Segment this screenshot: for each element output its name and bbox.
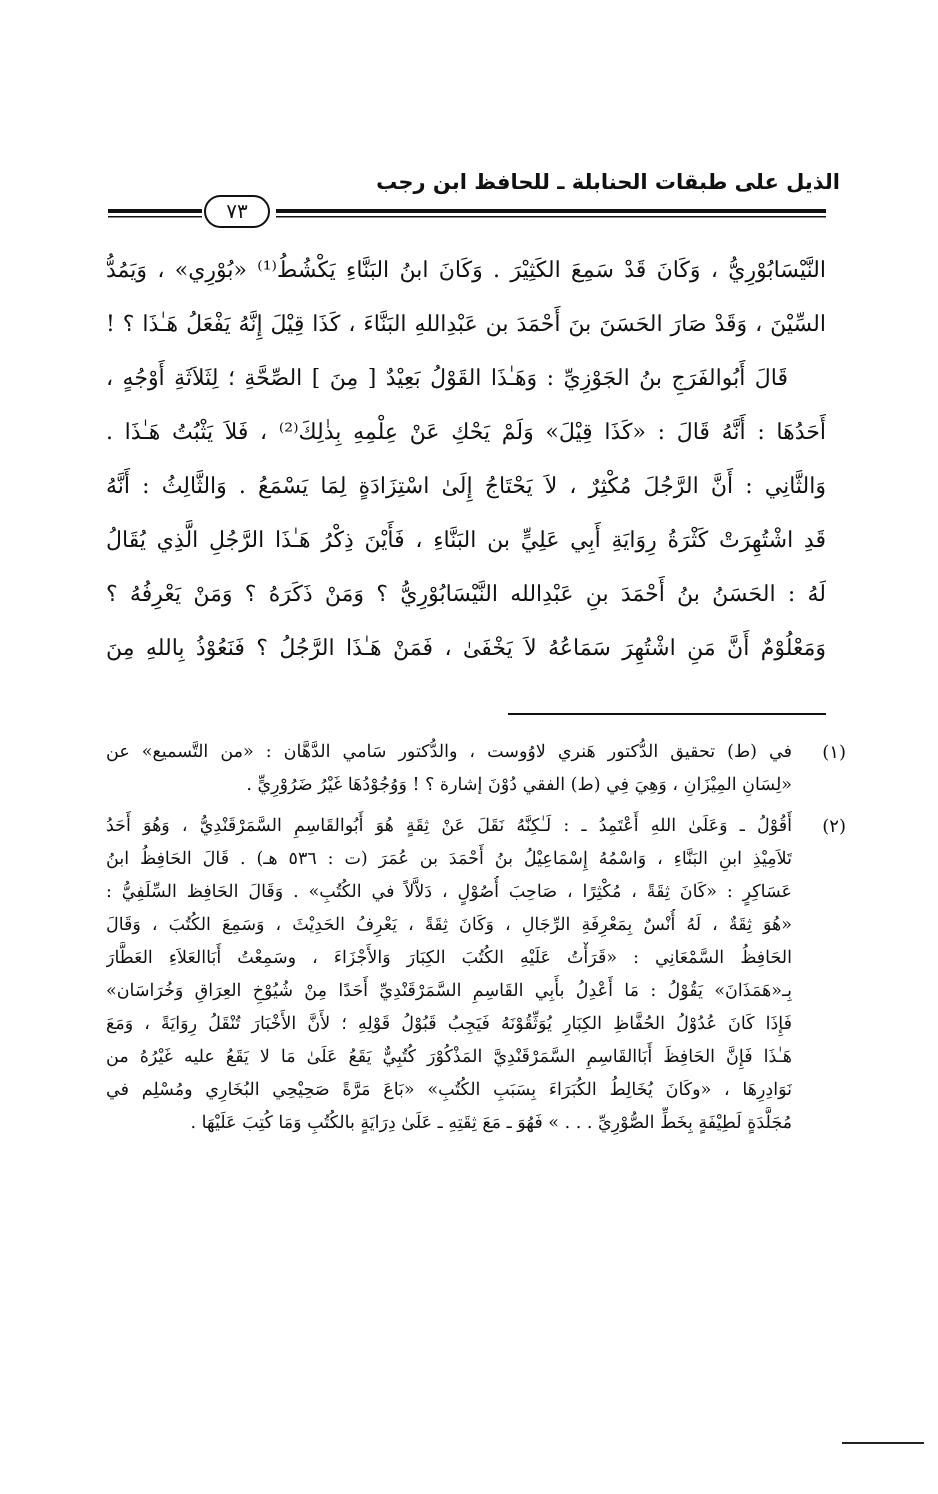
body-line: السِّيْنَ ، وَقَدْ صَارَ الحَسَنَ بنَ أَحْمَدَ بن عَبْدِاللهِ البَنَّاءَ ، كَذَا قِيْلَ إِنَّهُ يَفْعَلُ هَـٰذَا ؟ ! xyxy=(106,312,826,337)
footnote-line: عَسَاكِرٍ : «كَانَ ثِقَةً ، مُكْثِرًا ، صَاحِبَ أُصُوْلٍ ، دَلاَّلاً في الكُتُبِ» . وَقَالَ الحَافِظ السِّلَفِيُّ : xyxy=(106,882,792,902)
body-line: وَالثَّانِي : أَنَّ الرَّجُلَ مُكْثِرٌ ، لاَ يَحْتَاجُ إِلَىٰ اسْتِزَادَةٍ لِمَا يَسْمَعُ . وَالثَّالِثُ : أَنَّهُ xyxy=(106,474,826,499)
footnote-line: هَـٰذَا فَإِنَّ الحَافِظَ أَبَاالقَاسِمِ السَّمَرْقَنْدِيَّ المَذْكُوْرَ كُتُبِيٌّ يَقَعُ عَلَىٰ مَا لا يَقَعُ عليه غَيْرُهُ من xyxy=(106,1047,792,1067)
footnote-line: مُجَلَّدَةٍ لَطِيْفَةٍ بِخَطِّ الصُّوْرِيِّ . . . » فَهُوَ ـ مَعَ ثِقَتِهِ ـ عَلَىٰ دِرَايَةٍ بالكُتُبِ وَمَا كُتِبَ عَلَيْهَا . xyxy=(190,1113,792,1133)
footnote-line: تَلاَمِيْذِ ابنِ البَنَّاءِ ، وَاسْمُهُ إِسْمَاعِيْلُ بنُ أَحْمَدَ بن عُمَرَ (ت : ٥٣٦ هـ) . قَالَ الحَافِظُ ابنُ xyxy=(106,849,792,869)
body-line: وَمَعْلُوْمٌ أَنَّ مَنِ اشْتُهِرَ سَمَاعُهُ لاَ يَخْفَىٰ ، فَمَنْ هَـٰذَا الرَّجُلُ ؟ فَنَعُوْذُ بِاللهِ مِنَ xyxy=(106,636,826,661)
body-line: قَدِ اشْتُهِرَتْ كَثْرَةُ رِوَايَةِ أَبِي عَلِيٍّ بن البَنَّاءِ ، فَأَيْنَ ذِكْرُ هَـٰذَا الرَّجُلِ الَّذِي يُقَالُ xyxy=(106,528,826,553)
footnote-number: (٢) xyxy=(822,816,846,837)
footnote-line: «لِسَانِ المِيْزَانِ ، وَهِيَ فِي (ط) الفقي دُوْنَ إشارة ؟ ! وَوُجُوْدُهَا غَيْرُ ضَرُوْرِيٍّ . xyxy=(246,775,792,795)
body-line: لَهُ : الحَسَنُ بنُ أَحْمَدَ بنِ عَبْدِالله النَّيْسَابُوْرِيُّ ؟ وَمَنْ ذَكَرَهُ ؟ وَمَنْ يَعْرِفُهُ ؟ xyxy=(106,582,826,607)
main-body xyxy=(106,244,826,676)
running-title: الذيل على طبقات الحنابلة ـ للحافظ ابن رجب xyxy=(376,170,840,194)
footnote-1 xyxy=(106,736,846,802)
footnote-separator xyxy=(508,713,826,715)
footnote-line: نَوَادِرِهَا ، «وكَانَ يُخَالِطُ الكُبَرَاءَ بِسَبَبِ الكُتُبِ» «بَاعَ مَرَّةً صَحِيْحِي البُخَارِي ومُسْلِم في xyxy=(106,1080,792,1100)
footnote-line: فَإِذَا كَانَ عُدُوْلُ الحُفَّاظِ الكِبَارِ يُوَثِّقُوْنَهُ فَيَجِبُ قَبُوْلُ قَوْلِهِ ؛ لأَنَّ الأَخْبَارَ تُنْقَلُ رِوَايَةً ، وَمَعَ xyxy=(106,1014,792,1034)
page-number: ٧٣ xyxy=(204,195,270,228)
body-line: قَالَ أَبُوالفَرَجِ بنُ الجَوْزِيِّ : وَهَـٰذَا القَوْلُ بَعِيْدٌ [ مِنَ ] الصِّحَّةِ ؛ لِثَلاَثَةِ أَوْجُهٍ ، xyxy=(106,366,788,391)
footnote-line: في (ط) تحقيق الدُّكتور هَنري لاوُوست ، والدُّكتور سَامي الدَّهَّان : «من التَّسميع» عن xyxy=(106,742,792,762)
footnote-line: «هُوَ ثِقَةٌ ، لَهُ أُنْسٌ بِمَعْرِفَةِ الرِّجَالِ ، وَكَانَ ثِقَةً ، يَعْرِفُ الحَدِيْثَ ، وَسَمِعَ الكُتُبَ ، وَقَالَ xyxy=(106,915,792,935)
footnote-number: (١) xyxy=(822,742,846,763)
footnote-line: أَقُوْلُ ـ وَعَلَىٰ اللهِ أَعْتَمِدُ ـ : لَـٰكِنَّهُ نَقَلَ عَنْ ثِقَةٍ هُوَ أَبُوالقَاسِمِ السَّمَرْقَنْدِيُّ ، وَهُوَ أَحَدُ xyxy=(106,816,792,836)
footnote-line: بِـ«هَمَذَانَ» يَقُوْلُ : مَا أَعْدِلُ بأَبِي القَاسِمِ السَّمَرْقَنْدِيِّ أَحَدًا مِنْ شُيُوْخِ العِرَاقِ وَخُرَاسَان» xyxy=(106,981,792,1001)
footnote-line: الحَافِظُ السَّمْعَانِي : «قَرَأْتُ عَلَيْهِ الكُتُبَ الكِبَارَ وَالأَجْزَاءَ ، وسَمِعْتُ أَبَاالعَلاَءِ العَطَّارَ xyxy=(106,948,792,968)
body-line: أَحَدُهَا : أَنَّهُ قَالَ : «كَذَا قِيْلَ» وَلَمْ يَحْكِ عَنْ عِلْمِهِ بِذٰلِكَ⁽²⁾ ، فَلاَ يَثْبُتُ هَـٰذَا . xyxy=(106,420,826,445)
page-edge-mark xyxy=(842,1442,924,1444)
footnotes xyxy=(106,736,846,1140)
footnote-2 xyxy=(106,810,846,1140)
body-line: النَّيْسَابُوْرِيُّ ، وَكَانَ قَدْ سَمِعَ الكَثِيْرَ . وَكَانَ ابنُ البَنَّاءِ يَكْشُطُ⁽¹⁾ «بُوْرِي» ، وَيَمُدُّ xyxy=(106,258,826,283)
